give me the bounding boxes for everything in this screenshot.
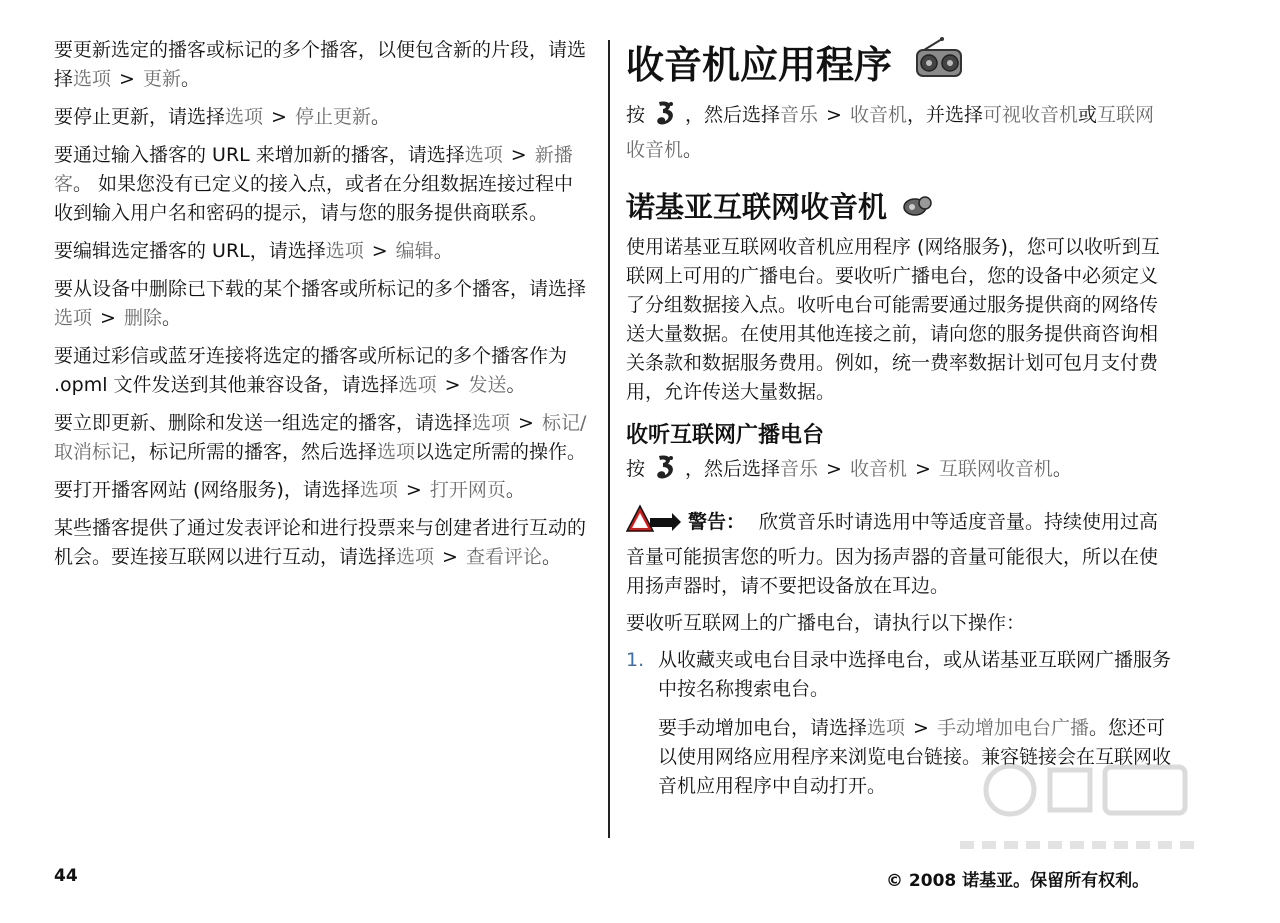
paragraph-stop-update: 要停止更新，请选择选项 > 停止更新。	[54, 106, 390, 128]
menu-key-icon	[653, 99, 677, 136]
subsection-title: 收听互联网广播电台	[626, 423, 825, 448]
paragraph-mark-unmark: 要立即更新、删除和发送一组选定的播客，请选择选项 > 标记/取消标记，标记所需的播客，然后选择选项以选定所需的操作。	[54, 412, 587, 463]
internet-radio-icon	[901, 187, 935, 227]
paragraph-new-podcast: 要通过输入播客的 URL 来增加新的播客，请选择选项 > 新播客。 如果您没有已定义的接入点，或者在分组数据连接过程中收到输入用户名和密码的提示，请与您的服务提供商联系。	[54, 144, 574, 224]
warning-paragraph: 警告： 欣赏音乐时请选用中等适度音量。持续使用过高音量可能损害您的听力。因为扬声器的音量可能很大，所以在使用扬声器时，请不要把设备放在耳边。	[626, 504, 1171, 601]
radio-intro: 按 ，然后选择音乐 > 收音机，并选择可视收音机或互联网收音机。	[626, 99, 1171, 165]
step-extra: 要手动增加电台，请选择选项 > 手动增加电台广播。您还可以使用网络应用程序来浏览电台链接。兼容链接会在互联网收音机应用程序中自动打开。	[658, 717, 1172, 797]
page-title	[626, 36, 1171, 93]
left-column	[54, 36, 590, 581]
section-title-text: 诺基亚互联网收音机	[626, 190, 888, 224]
radio-icon	[914, 36, 964, 93]
paragraph-send: 要通过彩信或蓝牙连接将选定的播客或所标记的多个播客作为 .opml 文件发送到其他兼容设备，请选择选项 > 发送。	[54, 345, 568, 396]
subsection-intro: 按 ，然后选择音乐 > 收音机 > 互联网收音机。	[626, 453, 1171, 490]
watermark-logo	[950, 745, 1210, 870]
paragraph-edit-url: 要编辑选定播客的 URL，请选择选项 > 编辑。	[54, 240, 453, 262]
menu-key-icon	[653, 453, 677, 490]
copyright: © 2008 诺基亚。保留所有权利。	[886, 871, 1150, 891]
step-number: 1.	[626, 649, 645, 671]
paragraph-update-podcasts: 要更新选定的播客或标记的多个播客，以便包含新的片段，请选择选项 > 更新。	[54, 39, 587, 90]
paragraph-delete: 要从设备中删除已下载的某个播客或所标记的多个播客，请选择选项 > 删除。	[54, 278, 587, 329]
right-column	[626, 36, 1171, 801]
column-divider	[608, 40, 610, 838]
paragraph-open-web: 要打开播客网站 (网络服务)，请选择选项 > 打开网页。	[54, 479, 525, 501]
page-title-text: 收音机应用程序	[626, 42, 893, 87]
instructions-lead: 要收听互联网上的广播电台，请执行以下操作：	[626, 612, 1026, 634]
page-number: 44	[54, 866, 78, 886]
section-body: 使用诺基亚互联网收音机应用程序 (网络服务)，您可以收听到互联网上可用的广播电台。要收听广播电台，您的设备中必须定义了分组数据接入点。收听电台可能需要通过服务提供商的网络传送大量数据。在使用其他连接之前，请向您的服务提供商咨询相关条款和数据服务费用。例如，统一费率数据计划可包月支付费用，允许传送大量数据。	[626, 236, 1160, 403]
warning-icon	[626, 504, 682, 543]
step-text: 从收藏夹或电台目录中选择电台，或从诺基亚互联网广播服务中按名称搜索电台。	[658, 649, 1172, 700]
section-title	[626, 187, 1171, 227]
paragraph-view-comments: 某些播客提供了通过发表评论和进行投票来与创建者进行互动的机会。要连接互联网以进行互动，请选择选项 > 查看评论。	[54, 517, 587, 568]
